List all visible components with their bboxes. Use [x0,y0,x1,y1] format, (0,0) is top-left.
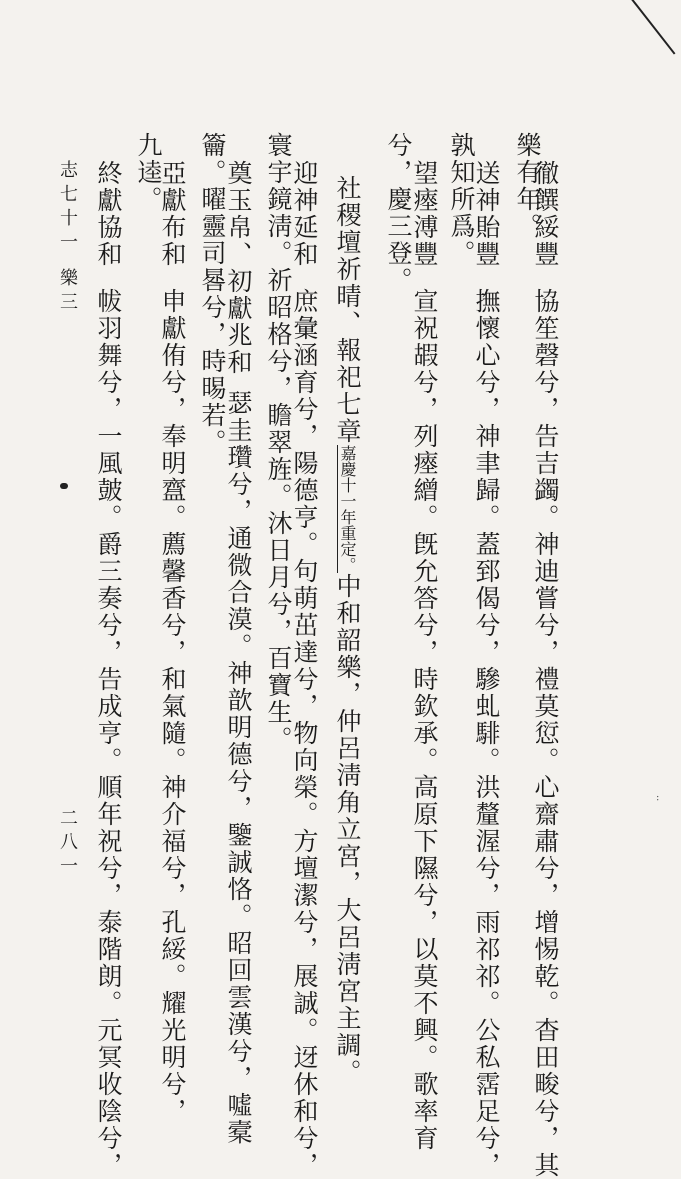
section-title: 樂三 [57,268,78,316]
column-text: 兮，慶三登。 [384,132,413,294]
corner-scan-line [600,0,675,55]
column-text: 庶彙涵育兮，陽德亨。句萌茁達兮，物向榮。方壇潔兮，展誠。迓休和兮， [290,288,319,1179]
text-column-1 [531,160,559,1179]
page-number: 二八一 [57,808,78,880]
column-text: 孰知所爲。 [447,132,476,267]
lead-label: 亞獻布和 [158,160,187,268]
lead-label: 望瘞溥豐 [410,160,439,268]
text-column-5 [410,160,438,1152]
lead-label: 徹饌綏豐 [531,160,560,268]
column-text: 瑟圭瓚兮，通微合漠。神歆明德兮，鑒誠恪。昭回雲漢兮，噓槖 [224,390,253,1146]
column-text: 九逵。 [134,132,163,213]
column-text: 籥。曜靈司晷兮，時晹若。 [198,132,227,456]
lead-label: 送神貽豐 [472,160,501,268]
text-column-9 [264,132,292,753]
text-column-12 [158,160,186,1125]
lead-label: 迎神延和 [290,160,319,268]
edition-note: 嘉慶十一年重定。 [338,445,357,573]
music-mode: 中和韶樂，仲呂淸角立宮，大呂淸宮主調。 [333,573,362,1086]
text-column-14 [94,160,122,1179]
text-column-6 [384,132,412,294]
text-column-7 [333,175,361,1086]
lead-label: 終獻協和 [94,160,123,268]
column-text: 寰宇鏡淸。祈昭格兮，瞻翠旌。沐日月兮，百寶生。 [264,132,293,753]
margin-marks: ·· [651,795,662,802]
ink-smudge [60,483,68,489]
column-text: 樂有年。 [513,132,542,240]
text-column-2 [513,132,541,240]
text-column-11 [198,132,226,456]
section-heading: 社稷壇祈晴、報祀七章 [333,175,362,445]
column-text: 協笙磬兮，告吉蠲。神迪嘗兮，禮莫愆。心齋肅兮，增惕乾。杳田畯兮，其 [531,288,560,1179]
column-text: 申獻侑兮，奉明齍。薦馨香兮，和氣隨。神介福兮，孔綏。耀光明兮， [158,288,187,1125]
text-column-3 [472,160,500,1179]
running-head: 志七十一 [57,160,78,256]
text-column-4 [447,132,475,267]
text-column-8 [290,160,318,1179]
text-column-13 [134,132,162,213]
column-text: 宣祝嘏兮，列瘞繒。旣允答兮，時欽承。高原下隰兮，以莫不興。歌率育 [410,288,439,1152]
column-text: 撫懷心兮，神聿歸。蓋郅偈兮，驂虬騑。洪釐渥兮，雨祁祁。公私霑足兮， [472,288,501,1179]
column-text: 帗羽舞兮，一風皷。爵三奏兮，告成亨。順年祝兮，泰階朗。元冥收陰兮， [94,288,123,1179]
text-column-10 [224,160,252,1146]
lead-label: 奠玉帛、初獻兆和 [224,160,253,376]
